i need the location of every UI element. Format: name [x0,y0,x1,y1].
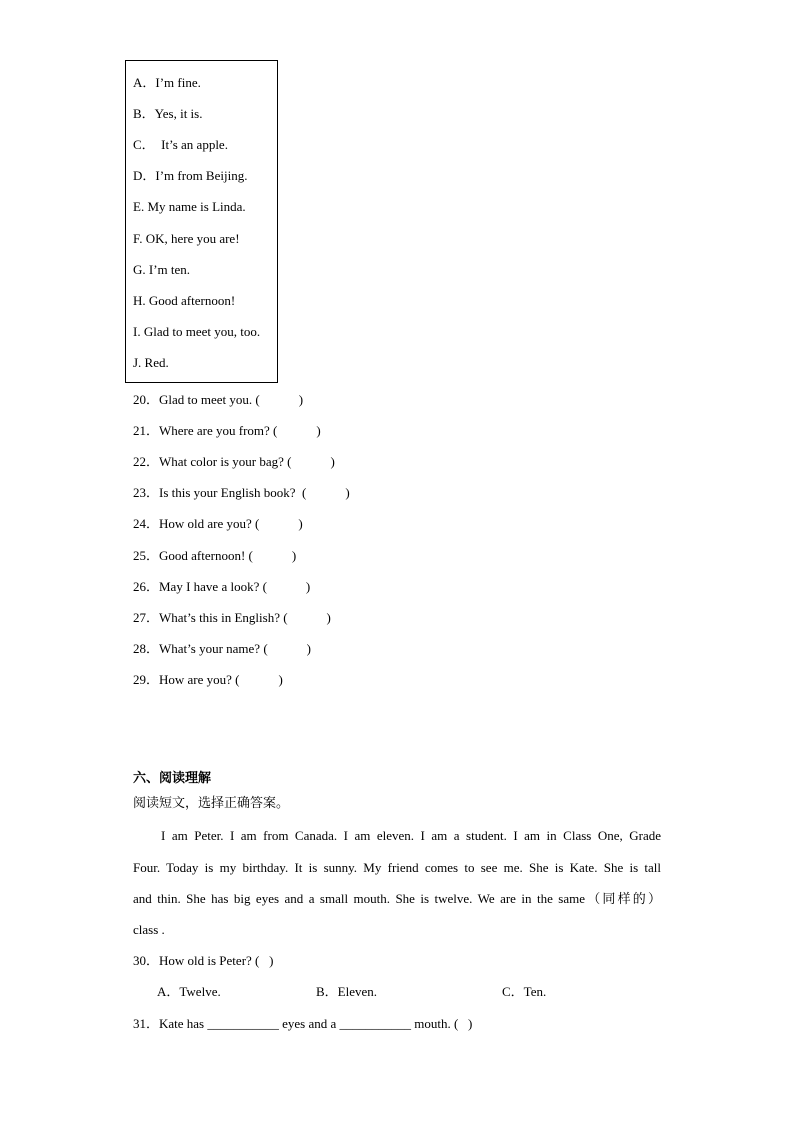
passage-line-1: I am Peter. I am from Canada. I am eleven. I am a student. I am in Class One, Grade [161,828,661,843]
question-26: 26．May I have a look? ( ) [133,579,311,594]
option-a: A．I’m fine. [133,75,201,90]
section-title: 六、阅读理解 [133,771,212,786]
option-c: C． It’s an apple. [133,137,228,152]
question-29: 29．How are you? ( ) [133,672,283,687]
question-24: 24．How old are you? ( ) [133,516,303,531]
option-f: F. OK, here you are! [133,231,240,246]
option-i: I. Glad to meet you, too. [133,324,261,339]
option-g: G. I’m ten. [133,262,191,277]
choice-a: A．Twelve. [157,984,221,999]
question-30: 30．How old is Peter? ( ) [133,953,274,968]
choice-c: C．Ten. [502,984,547,999]
question-27: 27．What’s this in English? ( ) [133,610,331,625]
passage-line-3: and thin. She has big eyes and a small mouth. She is twelve. We are in the same（同样的） [133,891,661,906]
question-23: 23．Is this your English book? ( ) [133,485,350,500]
question-31: 31．Kate has ___________ eyes and a ___________ mouth. ( ) [133,1016,473,1031]
answer-options-box [125,60,278,383]
question-21: 21．Where are you from? ( ) [133,423,321,438]
choice-b: B．Eleven. [316,984,378,999]
option-e: E. My name is Linda. [133,199,246,214]
passage-line-2: Four. Today is my birthday. It is sunny. My friend comes to see me. She is Kate. She is tall [133,860,661,875]
option-d: D．I’m from Beijing. [133,168,248,183]
question-25: 25．Good afternoon! ( ) [133,548,297,563]
option-h: H. Good afternoon! [133,293,236,308]
passage-line-4: class . [133,922,165,937]
option-j: J. Red. [133,355,169,370]
option-b: B．Yes, it is. [133,106,203,121]
question-20: 20．Glad to meet you. ( ) [133,392,304,407]
question-22: 22．What color is your bag? ( ) [133,454,335,469]
question-28: 28．What’s your name? ( ) [133,641,311,656]
section-instruction: 阅读短文，选择正确答案。 [133,796,290,811]
